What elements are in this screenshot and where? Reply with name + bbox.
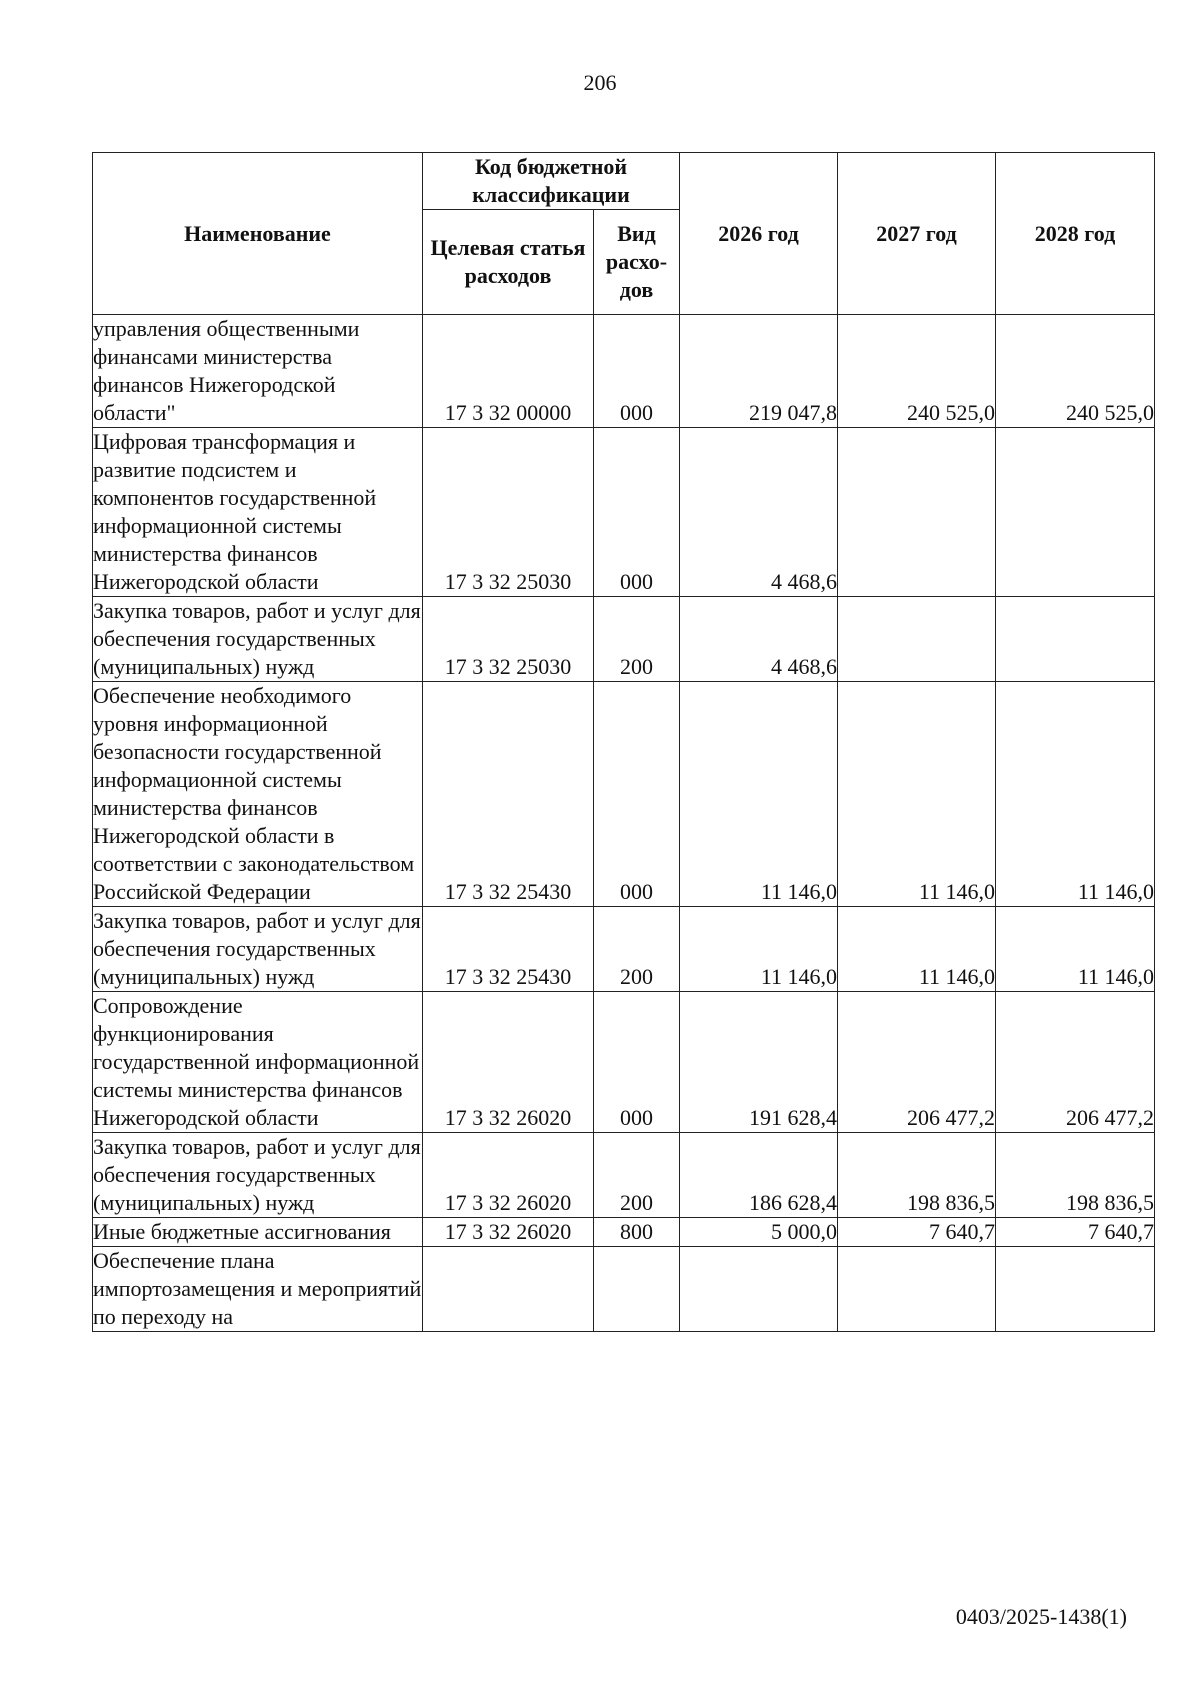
header-row-1: [93, 153, 1155, 210]
row-name: Обеспечение необходимого уровня информационной безопасности государственной информационной системы министерства финансов Нижегородской области в соответствии с законодательством Российской Федерации: [93, 682, 423, 907]
row-value-2027: [838, 428, 996, 597]
row-expense-type: 000: [594, 315, 680, 428]
table-row: [93, 315, 1155, 428]
row-expense-type: 800: [594, 1218, 680, 1247]
table-row: [93, 1218, 1155, 1247]
row-value-2026: 11 146,0: [680, 907, 838, 992]
header-year-2026: 2026 год: [680, 153, 838, 315]
row-value-2026: 5 000,0: [680, 1218, 838, 1247]
table-row: [93, 597, 1155, 682]
row-code: 17 3 32 25430: [423, 682, 594, 907]
table-row: [93, 992, 1155, 1133]
row-value-2028: [996, 597, 1155, 682]
table-row: [93, 907, 1155, 992]
row-name: Сопровождение функционирования государственной информационной системы министерства финансов Нижегородской области: [93, 992, 423, 1133]
row-value-2028: [996, 428, 1155, 597]
row-name: Закупка товаров, работ и услуг для обеспечения государственных (муниципальных) нужд: [93, 1133, 423, 1218]
row-value-2026: [680, 1247, 838, 1332]
row-value-2028: 7 640,7: [996, 1218, 1155, 1247]
header-expense-type: Вид расхо-дов: [594, 210, 680, 315]
row-code: [423, 1247, 594, 1332]
row-code: 17 3 32 26020: [423, 1133, 594, 1218]
row-value-2027: [838, 597, 996, 682]
row-value-2028: 206 477,2: [996, 992, 1155, 1133]
row-name: Иные бюджетные ассигнования: [93, 1218, 423, 1247]
row-value-2027: 11 146,0: [838, 907, 996, 992]
header-year-2027: 2027 год: [838, 153, 996, 315]
table-row: [93, 1247, 1155, 1332]
row-expense-type: 200: [594, 597, 680, 682]
row-code: 17 3 32 25030: [423, 428, 594, 597]
page-number: 206: [583, 70, 617, 95]
row-name: Закупка товаров, работ и услуг для обеспечения государственных (муниципальных) нужд: [93, 597, 423, 682]
row-value-2026: 11 146,0: [680, 682, 838, 907]
budget-table: [92, 152, 1155, 1332]
row-code: 17 3 32 00000: [423, 315, 594, 428]
header-year-2028: 2028 год: [996, 153, 1155, 315]
table-row: [93, 682, 1155, 907]
document-registration-code: 0403/2025-1438(1): [955, 1604, 1127, 1629]
row-expense-type: [594, 1247, 680, 1332]
row-value-2027: 206 477,2: [838, 992, 996, 1133]
row-value-2026: 4 468,6: [680, 428, 838, 597]
row-name: Обеспечение плана импортозамещения и мероприятий по переходу на: [93, 1247, 423, 1332]
row-expense-type: 000: [594, 428, 680, 597]
row-name: Закупка товаров, работ и услуг для обеспечения государственных (муниципальных) нужд: [93, 907, 423, 992]
row-expense-type: 000: [594, 992, 680, 1133]
row-value-2027: [838, 1247, 996, 1332]
row-name: управления общественными финансами министерства финансов Нижегородской области": [93, 315, 423, 428]
row-expense-type: 200: [594, 907, 680, 992]
row-expense-type: 200: [594, 1133, 680, 1218]
row-value-2028: [996, 1247, 1155, 1332]
row-value-2026: 186 628,4: [680, 1133, 838, 1218]
row-value-2027: 7 640,7: [838, 1218, 996, 1247]
row-value-2028: 11 146,0: [996, 907, 1155, 992]
table-row: [93, 1133, 1155, 1218]
row-expense-type: 000: [594, 682, 680, 907]
header-code-group: Код бюджетной классификации: [423, 153, 680, 210]
row-code: 17 3 32 26020: [423, 1218, 594, 1247]
header-name: Наименование: [93, 153, 423, 315]
row-value-2027: 240 525,0: [838, 315, 996, 428]
table-row: [93, 428, 1155, 597]
row-value-2028: 198 836,5: [996, 1133, 1155, 1218]
row-value-2026: 219 047,8: [680, 315, 838, 428]
header-target-article: Целевая статья расходов: [423, 210, 594, 315]
row-value-2027: 11 146,0: [838, 682, 996, 907]
row-value-2028: 11 146,0: [996, 682, 1155, 907]
row-value-2026: 191 628,4: [680, 992, 838, 1133]
row-code: 17 3 32 25030: [423, 597, 594, 682]
row-value-2028: 240 525,0: [996, 315, 1155, 428]
row-code: 17 3 32 25430: [423, 907, 594, 992]
row-value-2027: 198 836,5: [838, 1133, 996, 1218]
row-code: 17 3 32 26020: [423, 992, 594, 1133]
row-value-2026: 4 468,6: [680, 597, 838, 682]
row-name: Цифровая трансформация и развитие подсистем и компонентов государственной информационной системы министерства финансов Нижегородской области: [93, 428, 423, 597]
